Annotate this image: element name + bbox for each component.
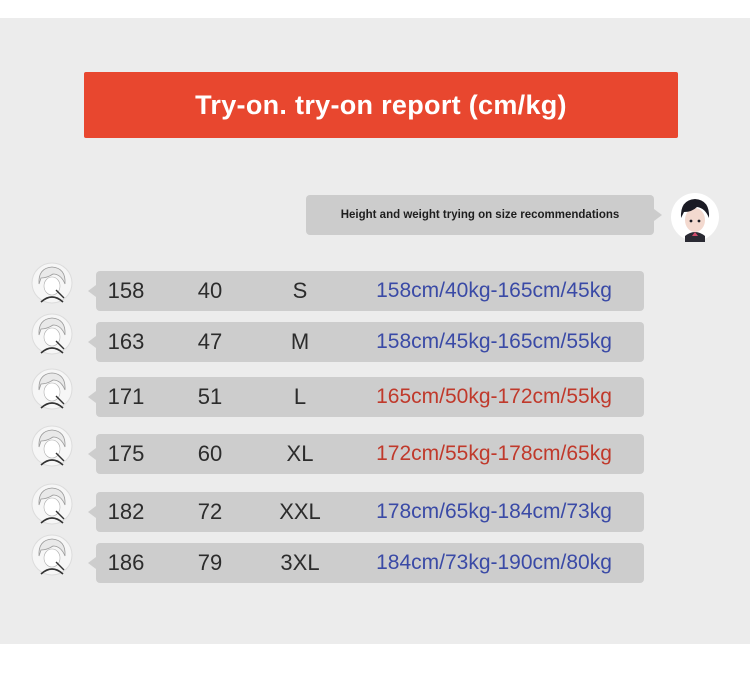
height-value: 182: [107, 499, 145, 524]
recommended-range: 184cm/73kg-190cm/80kg: [376, 551, 612, 574]
size-value: 3XL: [280, 550, 320, 575]
recommendation-text: Height and weight trying on size recommendations: [340, 209, 620, 221]
recommended-range: 158cm/45kg-165cm/55kg: [376, 330, 612, 353]
size-row: [96, 322, 644, 362]
size-value: L: [293, 384, 307, 409]
weight-value: 60: [197, 441, 223, 466]
weight-value: 72: [197, 499, 223, 524]
weight-value: 47: [197, 329, 223, 354]
avatar-dark-hair-icon: [670, 192, 720, 242]
avatar-white-hair-icon: [31, 313, 73, 355]
height-value: 186: [107, 550, 145, 575]
height-value: 175: [107, 441, 145, 466]
recommended-range: 158cm/40kg-165cm/45kg: [376, 279, 612, 302]
recommended-range: 178cm/65kg-184cm/73kg: [376, 500, 612, 523]
height-value: 158: [107, 278, 145, 303]
weight-value: 40: [197, 278, 223, 303]
weight-value: 51: [197, 384, 223, 409]
avatar-white-hair-icon: [31, 534, 73, 576]
report-title-banner: [84, 72, 678, 138]
size-row: [96, 492, 644, 532]
avatar-white-hair-icon: [31, 368, 73, 410]
avatar-white-hair-icon: [31, 425, 73, 467]
height-value: 163: [107, 329, 145, 354]
size-row: [96, 543, 644, 583]
weight-value: 79: [197, 550, 223, 575]
recommended-range: 165cm/50kg-172cm/55kg: [376, 385, 612, 408]
height-value: 171: [107, 384, 145, 409]
size-row: [96, 377, 644, 417]
avatar-white-hair-icon: [31, 262, 73, 304]
size-value: M: [290, 329, 310, 354]
recommended-range: 172cm/55kg-178cm/65kg: [376, 442, 612, 465]
recommendation-bubble: [306, 195, 654, 235]
size-value: XXL: [279, 499, 321, 524]
size-value: S: [292, 278, 308, 303]
avatar-white-hair-icon: [31, 483, 73, 525]
size-row: [96, 271, 644, 311]
report-title: Try-on. try-on report (cm/kg): [195, 89, 567, 120]
size-row: [96, 434, 644, 474]
size-value: XL: [286, 441, 314, 466]
